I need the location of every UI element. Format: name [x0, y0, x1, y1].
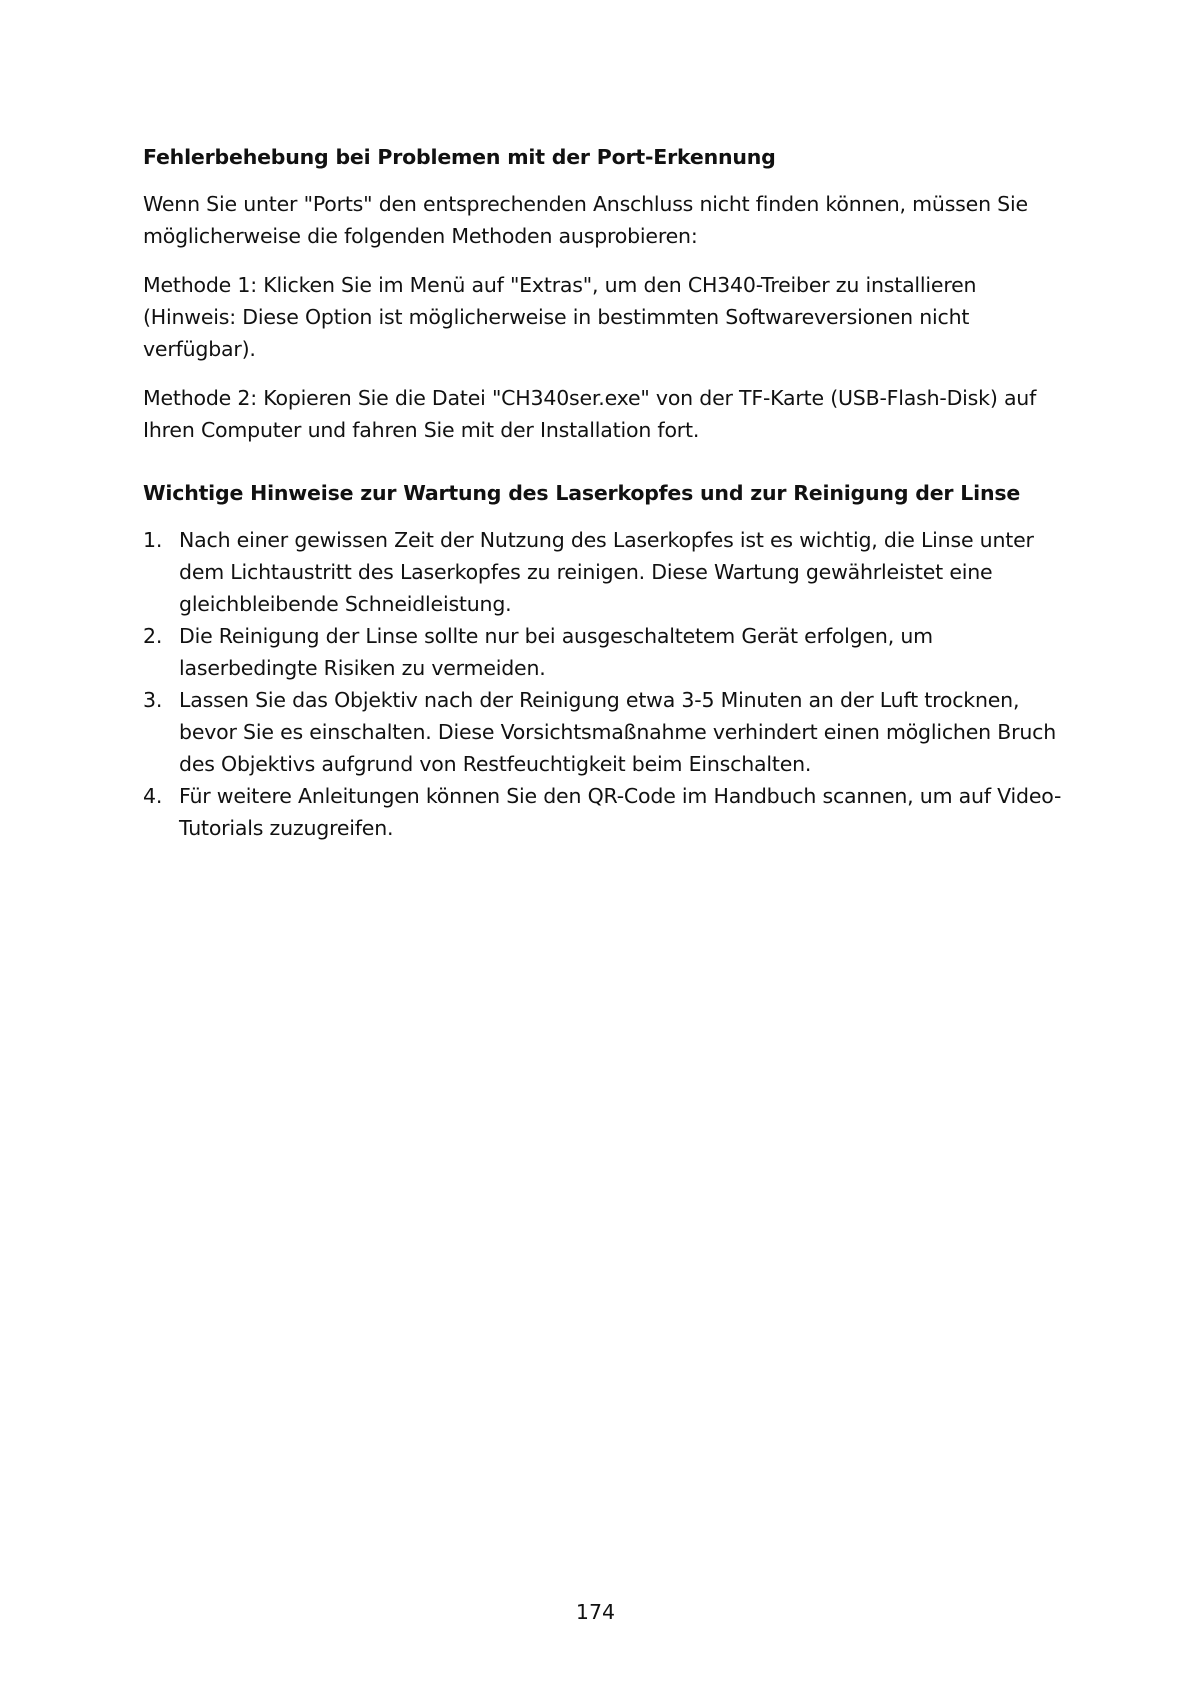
- list-item-number: 3.: [143, 688, 163, 712]
- list-item-text: Die Reinigung der Linse sollte nur bei ausgeschaltetem Gerät erfolgen, um laserbedingte Risiken zu vermeiden.: [179, 624, 933, 680]
- list-item-number: 4.: [143, 784, 163, 808]
- laser-maintenance-section: [143, 478, 1063, 844]
- list-item: [143, 524, 1063, 620]
- list-item-number: 1.: [143, 528, 163, 552]
- maintenance-list: [143, 524, 1063, 844]
- list-item-text: Für weitere Anleitungen können Sie den QR-Code im Handbuch scannen, um auf Video-Tutorials zuzugreifen.: [179, 784, 1062, 840]
- list-item: [143, 780, 1063, 844]
- list-item-text: Lassen Sie das Objektiv nach der Reinigung etwa 3-5 Minuten an der Luft trocknen, bevor Sie es einschalten. Diese Vorsichtsmaßnahme verhindert einen möglichen Bruch des Objektivs aufgrund von Restfeuchtigkeit beim Einschalten.: [179, 688, 1056, 776]
- method-1-paragraph: Methode 1: Klicken Sie im Menü auf "Extras", um den CH340-Treiber zu installieren (Hinweis: Diese Option ist möglicherweise in bestimmten Softwareversionen nicht verfügbar).: [143, 273, 977, 361]
- port-troubleshooting-section: [143, 142, 1063, 463]
- list-item: [143, 684, 1063, 780]
- method-2-paragraph: Methode 2: Kopieren Sie die Datei "CH340ser.exe" von der TF-Karte (USB-Flash-Disk) auf Ihren Computer und fahren Sie mit der Installation fort.: [143, 386, 1037, 442]
- section-heading-laser-maintenance: Wichtige Hinweise zur Wartung des Laserkopfes und zur Reinigung der Linse: [143, 481, 1021, 505]
- page-number: 174: [575, 1600, 616, 1624]
- list-item: [143, 620, 1063, 684]
- list-item-text: Nach einer gewissen Zeit der Nutzung des Laserkopfes ist es wichtig, die Linse unter dem Lichtaustritt des Laserkopfes zu reinigen. Diese Wartung gewährleistet eine gleichbleibende Schneidleistung.: [179, 528, 1034, 616]
- list-item-number: 2.: [143, 624, 163, 648]
- section-heading-port-troubleshooting: Fehlerbehebung bei Problemen mit der Port-Erkennung: [143, 145, 776, 169]
- intro-paragraph: Wenn Sie unter "Ports" den entsprechenden Anschluss nicht finden können, müssen Sie möglicherweise die folgenden Methoden ausprobieren:: [143, 192, 1028, 248]
